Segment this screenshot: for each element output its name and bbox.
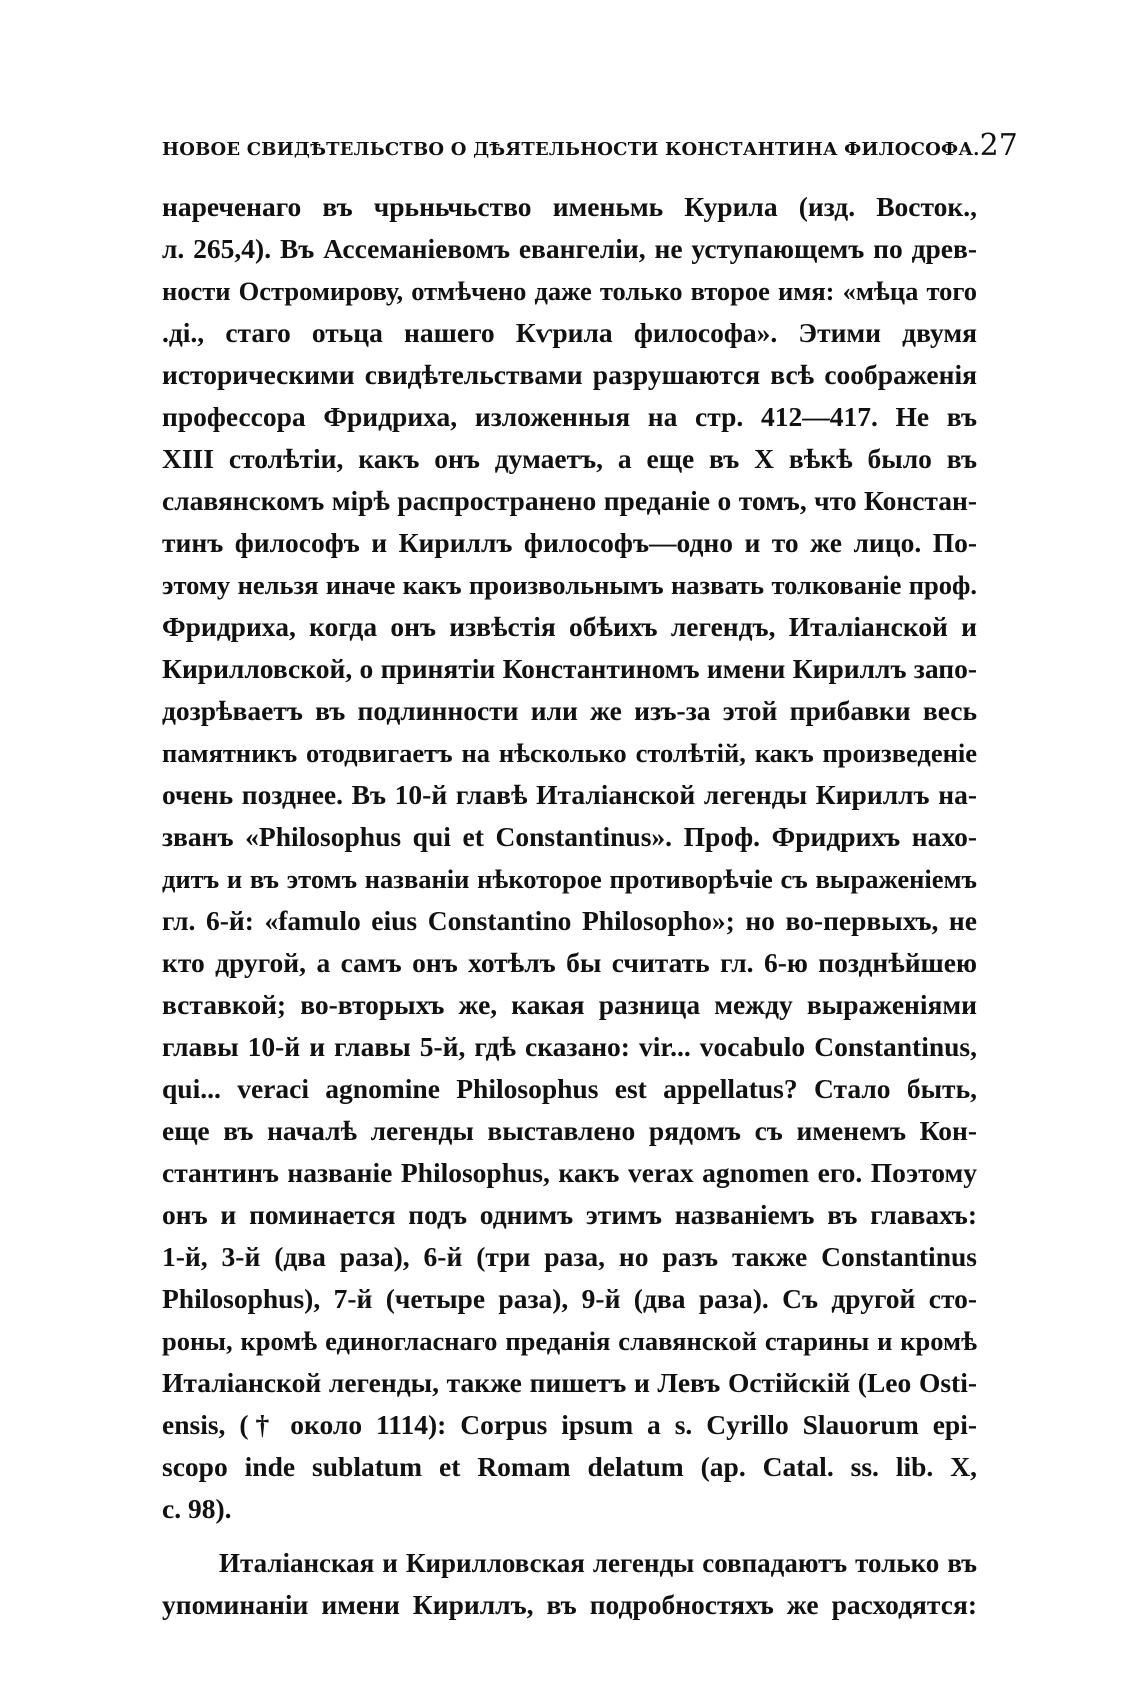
text-line: XIII столѣтіи, какъ онъ думаетъ, а еще въ X вѣкѣ было въ — [162, 443, 977, 474]
text-line: дозрѣваетъ въ подлинности или же изъ-за этой прибавки весь — [162, 695, 977, 726]
body-text — [162, 186, 977, 1626]
text-line: главы 10-й и главы 5-й, гдѣ сказано: vir... vocabulo Constantinus, — [162, 1031, 977, 1062]
text-line: scopo inde sublatum et Romam delatum (ap. Catal. ss. lib. X, — [162, 1451, 977, 1482]
text-line: кто другой, а самъ онъ хотѣлъ бы считать гл. 6-ю позднѣйшею — [162, 947, 977, 978]
text-line: Фридриха, когда онъ извѣстія обѣихъ легендъ, Италіанской и — [162, 611, 977, 642]
text-line: памятникъ отодвигаетъ на нѣсколько столѣтій, какъ произведеніе — [162, 738, 977, 768]
text-line: профессора Фридриха, изложенныя на стр. 412—417. Не въ — [162, 401, 977, 432]
text-line: очень позднее. Въ 10-й главѣ Италіанской легенды Кириллъ на- — [162, 779, 977, 810]
running-title: НОВОЕ СВИДѢТЕЛЬСТВО О ДѢЯТЕЛЬНОСТИ КОНСТАНТИНА ФИЛОСОФА. — [162, 139, 980, 160]
paragraph-1 — [162, 186, 977, 1530]
running-head — [162, 128, 1018, 168]
text-line: ensis, († около 1114): Corpus ipsum a s. Cyrillo Slauorum epi- — [162, 1409, 977, 1440]
text-line: вставкой; во-вторыхъ же, какая разница между выраженіями — [162, 989, 977, 1020]
text-line: упоминаніи имени Кириллъ, въ подробностяхъ же расходятся: — [162, 1589, 977, 1620]
page-number: 27 — [979, 128, 1018, 163]
text-line: Кирилловской, о принятіи Константиномъ имени Кириллъ запо- — [162, 653, 977, 684]
text-line: званъ «Philosophus qui et Constantinus». Проф. Фридрихъ нахо- — [162, 821, 977, 852]
text-line: роны, кромѣ единогласнаго преданія славянской старины и кромѣ — [162, 1326, 977, 1356]
text-line: Италіанская и Кирилловская легенды совпадаютъ только въ — [219, 1548, 977, 1578]
text-line: дитъ и въ этомъ названіи нѣкоторое противорѣчіе съ выраженіемъ — [162, 864, 977, 894]
text-line: .ді., стаго отьца нашего Кѵрила философа». Этими двумя — [162, 317, 977, 348]
text-line: еще въ началѣ легенды выставлено рядомъ съ именемъ Кон- — [162, 1115, 977, 1146]
text-line: нареченаго въ чрьньчьство именьмь Курила (изд. Восток., — [162, 191, 977, 222]
text-line: историческими свидѣтельствами разрушаются всѣ соображенія — [162, 359, 977, 390]
text-line: c. 98). — [162, 1493, 232, 1524]
text-line: онъ и поминается подъ однимъ этимъ названіемъ въ главахъ: — [162, 1199, 977, 1230]
text-line: л. 265,4). Въ Ассеманіевомъ евангеліи, не уступающемъ по древ- — [162, 233, 977, 264]
text-line: славянскомъ мірѣ распространено преданіе о томъ, что Констан- — [162, 485, 977, 516]
text-line: ности Остромирову, отмѣчено даже только второе имя: «мѣца того — [162, 276, 977, 306]
paragraph-2 — [162, 1542, 977, 1626]
text-line: этому нельзя иначе какъ произвольнымъ назвать толкованіе проф. — [162, 570, 977, 600]
paragraph-gap — [162, 1530, 977, 1542]
text-line: 1-й, 3-й (два раза), 6-й (три раза, но разъ также Constantinus — [162, 1241, 977, 1272]
text-line: Philosophus), 7-й (четыре раза), 9-й (два раза). Съ другой сто- — [162, 1283, 977, 1314]
text-line: гл. 6-й: «famulo eius Constantino Philosopho»; но во-первыхъ, не — [162, 905, 977, 936]
text-line: стантинъ названіе Philosophus, какъ verax agnomen его. Поэтому — [162, 1157, 977, 1188]
text-line: Италіанской легенды, также пишетъ и Левъ Остійскій (Leo Osti- — [162, 1367, 977, 1398]
text-line: qui... veraci agnomine Philosophus est appellatus? Стало быть, — [162, 1073, 977, 1104]
text-line: тинъ философъ и Кириллъ философъ—одно и то же лицо. По- — [162, 527, 977, 558]
